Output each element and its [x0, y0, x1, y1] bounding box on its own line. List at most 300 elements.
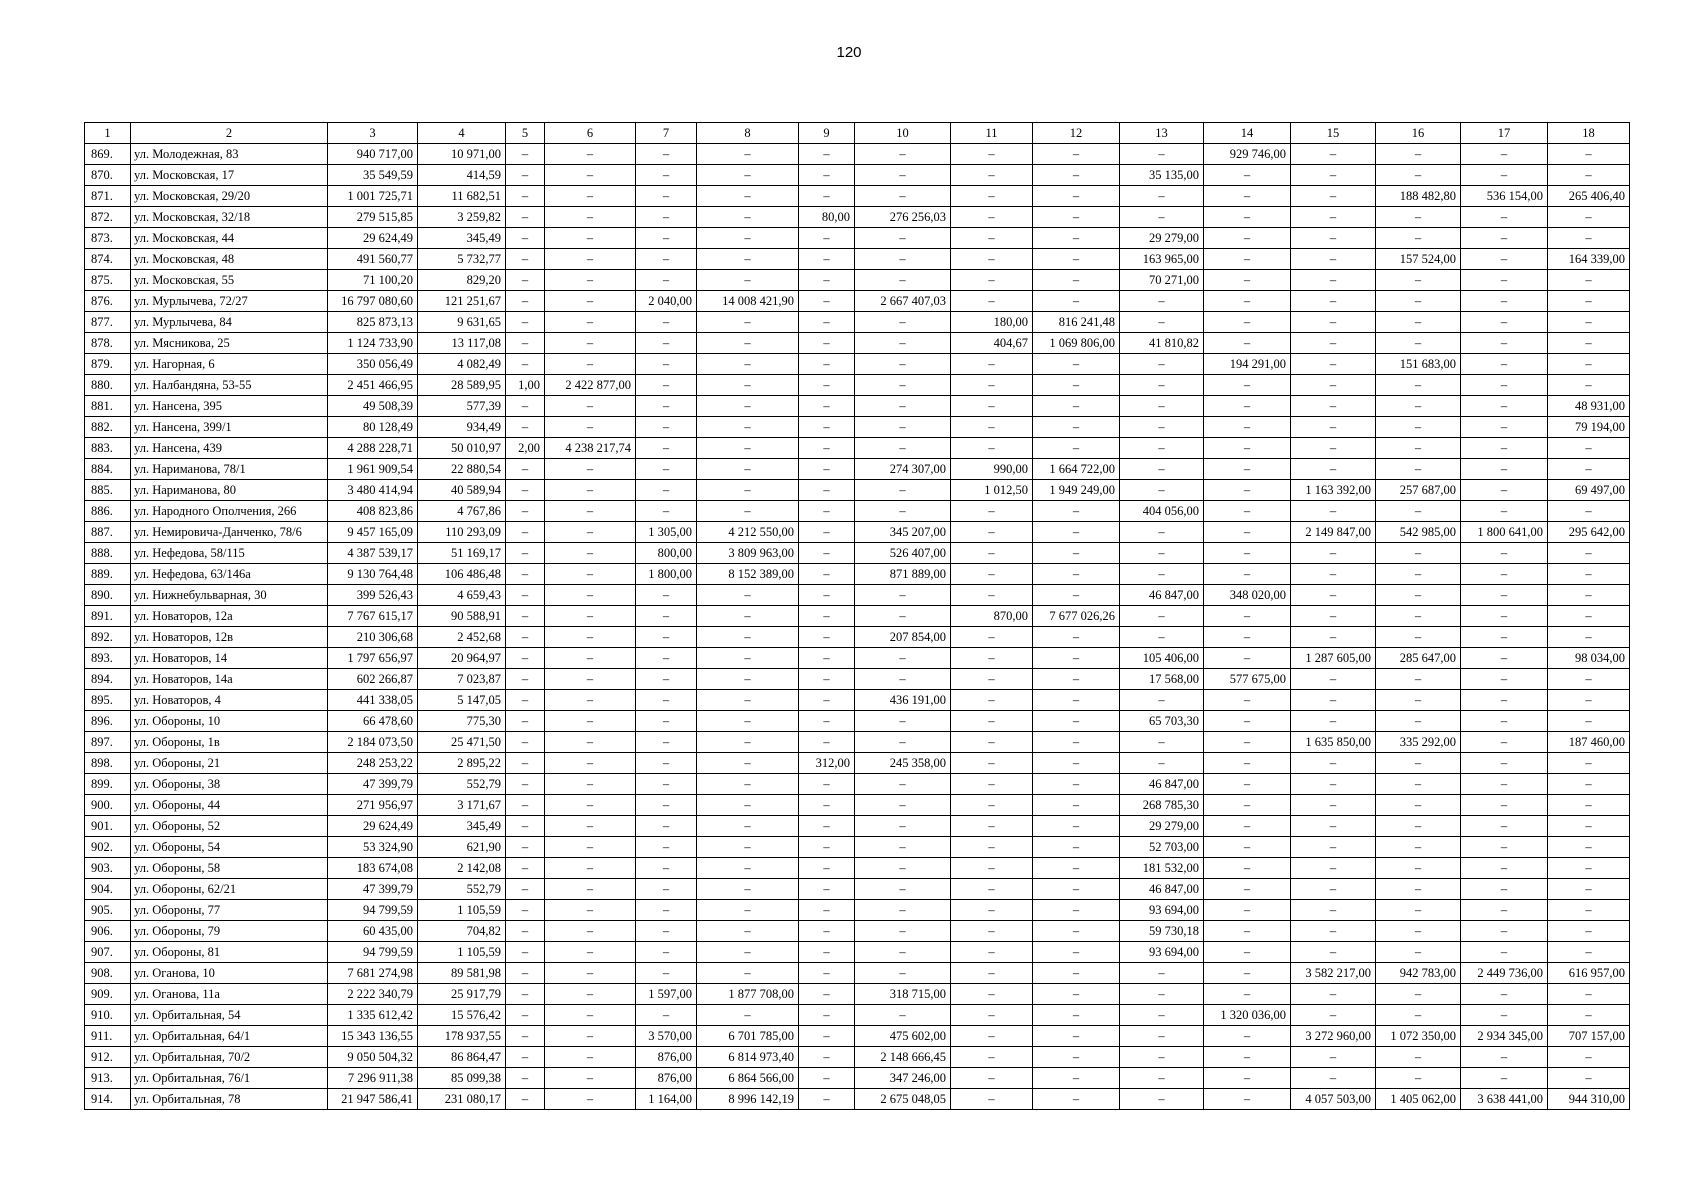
value-cell: –: [545, 879, 636, 900]
table-header-row: [85, 123, 1630, 144]
value-cell: –: [1291, 459, 1376, 480]
value-cell: 35 549,59: [328, 165, 418, 186]
value-cell: –: [506, 249, 545, 270]
value-cell: 1 164,00: [636, 1089, 697, 1110]
value-cell: –: [636, 900, 697, 921]
value-cell: 29 624,49: [328, 228, 418, 249]
address-cell: ул. Орбитальная, 76/1: [131, 1068, 328, 1089]
column-header: 1: [85, 123, 131, 144]
value-cell: –: [1376, 837, 1461, 858]
address-cell: ул. Нефедова, 58/115: [131, 543, 328, 564]
value-cell: 2 451 466,95: [328, 375, 418, 396]
table-row: [85, 144, 1630, 165]
value-cell: –: [1291, 690, 1376, 711]
row-number: 911.: [85, 1026, 131, 1047]
value-cell: –: [1291, 879, 1376, 900]
value-cell: –: [1376, 501, 1461, 522]
value-cell: –: [506, 732, 545, 753]
value-cell: –: [951, 396, 1033, 417]
value-cell: –: [799, 228, 855, 249]
value-cell: 929 746,00: [1204, 144, 1291, 165]
value-cell: –: [636, 711, 697, 732]
address-cell: ул. Молодежная, 83: [131, 144, 328, 165]
value-cell: –: [1291, 354, 1376, 375]
value-cell: –: [1291, 669, 1376, 690]
value-cell: –: [697, 438, 799, 459]
value-cell: –: [1204, 606, 1291, 627]
value-cell: 285 647,00: [1376, 648, 1461, 669]
value-cell: –: [855, 900, 951, 921]
row-number: 906.: [85, 921, 131, 942]
value-cell: –: [1033, 564, 1120, 585]
value-cell: –: [1033, 795, 1120, 816]
value-cell: 2 149 847,00: [1291, 522, 1376, 543]
value-cell: –: [506, 543, 545, 564]
value-cell: –: [1461, 1047, 1548, 1068]
value-cell: –: [1548, 312, 1630, 333]
value-cell: –: [697, 711, 799, 732]
table-row: [85, 1089, 1630, 1110]
value-cell: –: [545, 648, 636, 669]
value-cell: –: [545, 795, 636, 816]
value-cell: 93 694,00: [1120, 942, 1204, 963]
value-cell: 248 253,22: [328, 753, 418, 774]
value-cell: 181 532,00: [1120, 858, 1204, 879]
value-cell: –: [1204, 438, 1291, 459]
value-cell: –: [636, 375, 697, 396]
value-cell: 3 171,67: [418, 795, 506, 816]
value-cell: –: [1033, 774, 1120, 795]
row-number: 898.: [85, 753, 131, 774]
value-cell: –: [1204, 984, 1291, 1005]
value-cell: 876,00: [636, 1047, 697, 1068]
value-cell: –: [1120, 1047, 1204, 1068]
address-cell: ул. Московская, 29/20: [131, 186, 328, 207]
value-cell: 52 703,00: [1120, 837, 1204, 858]
value-cell: –: [951, 501, 1033, 522]
table-row: [85, 396, 1630, 417]
value-cell: –: [506, 522, 545, 543]
value-cell: 1 800,00: [636, 564, 697, 585]
address-cell: ул. Оганова, 11а: [131, 984, 328, 1005]
value-cell: –: [506, 816, 545, 837]
value-cell: –: [1548, 900, 1630, 921]
value-cell: –: [1291, 291, 1376, 312]
value-cell: –: [1376, 333, 1461, 354]
address-cell: ул. Нижнебульварная, 30: [131, 585, 328, 606]
value-cell: 110 293,09: [418, 522, 506, 543]
column-header: 10: [855, 123, 951, 144]
value-cell: –: [1291, 711, 1376, 732]
table-row: [85, 459, 1630, 480]
value-cell: –: [1120, 459, 1204, 480]
value-cell: –: [1204, 522, 1291, 543]
value-cell: 1 961 909,54: [328, 459, 418, 480]
address-cell: ул. Обороны, 1в: [131, 732, 328, 753]
row-number: 909.: [85, 984, 131, 1005]
value-cell: 870,00: [951, 606, 1033, 627]
value-cell: –: [1033, 375, 1120, 396]
value-cell: –: [799, 564, 855, 585]
value-cell: 9 130 764,48: [328, 564, 418, 585]
value-cell: –: [1204, 795, 1291, 816]
value-cell: 231 080,17: [418, 1089, 506, 1110]
value-cell: –: [697, 858, 799, 879]
value-cell: –: [1376, 900, 1461, 921]
value-cell: –: [697, 837, 799, 858]
value-cell: 9 457 165,09: [328, 522, 418, 543]
value-cell: 10 971,00: [418, 144, 506, 165]
value-cell: –: [1548, 543, 1630, 564]
value-cell: –: [1461, 249, 1548, 270]
value-cell: 2 222 340,79: [328, 984, 418, 1005]
value-cell: –: [1548, 942, 1630, 963]
value-cell: 90 588,91: [418, 606, 506, 627]
value-cell: 1 105,59: [418, 942, 506, 963]
value-cell: –: [697, 816, 799, 837]
value-cell: –: [1291, 207, 1376, 228]
row-number: 899.: [85, 774, 131, 795]
table-row: [85, 921, 1630, 942]
row-number: 907.: [85, 942, 131, 963]
table-row: [85, 795, 1630, 816]
table-body: [85, 144, 1630, 1110]
value-cell: –: [855, 270, 951, 291]
page-number: 120: [836, 44, 862, 61]
value-cell: –: [1461, 228, 1548, 249]
value-cell: –: [951, 564, 1033, 585]
address-cell: ул. Немировича-Данченко, 78/6: [131, 522, 328, 543]
value-cell: –: [506, 144, 545, 165]
value-cell: 2 675 048,05: [855, 1089, 951, 1110]
table-row: [85, 543, 1630, 564]
value-cell: –: [951, 1068, 1033, 1089]
value-cell: 50 010,97: [418, 438, 506, 459]
address-cell: ул. Московская, 48: [131, 249, 328, 270]
value-cell: –: [1376, 921, 1461, 942]
row-number: 886.: [85, 501, 131, 522]
value-cell: –: [1376, 711, 1461, 732]
value-cell: –: [1461, 144, 1548, 165]
value-cell: –: [1548, 270, 1630, 291]
value-cell: –: [1291, 795, 1376, 816]
address-cell: ул. Обороны, 77: [131, 900, 328, 921]
value-cell: –: [545, 627, 636, 648]
value-cell: –: [1120, 375, 1204, 396]
value-cell: –: [855, 228, 951, 249]
value-cell: –: [951, 270, 1033, 291]
value-cell: –: [799, 984, 855, 1005]
row-number: 888.: [85, 543, 131, 564]
table-row: [85, 1005, 1630, 1026]
value-cell: –: [545, 522, 636, 543]
value-cell: 1 012,50: [951, 480, 1033, 501]
value-cell: –: [1548, 144, 1630, 165]
address-cell: ул. Новаторов, 12а: [131, 606, 328, 627]
value-cell: –: [799, 396, 855, 417]
value-cell: –: [1033, 354, 1120, 375]
value-cell: –: [855, 186, 951, 207]
value-cell: –: [506, 480, 545, 501]
value-cell: –: [855, 438, 951, 459]
value-cell: 1 949 249,00: [1033, 480, 1120, 501]
value-cell: –: [1461, 984, 1548, 1005]
value-cell: –: [1204, 312, 1291, 333]
value-cell: –: [1461, 396, 1548, 417]
value-cell: –: [1204, 207, 1291, 228]
value-cell: –: [855, 333, 951, 354]
value-cell: –: [545, 564, 636, 585]
value-cell: –: [545, 816, 636, 837]
value-cell: 1 305,00: [636, 522, 697, 543]
value-cell: –: [951, 879, 1033, 900]
value-cell: –: [697, 459, 799, 480]
value-cell: 399 526,43: [328, 585, 418, 606]
value-cell: 15 343 136,55: [328, 1026, 418, 1047]
value-cell: –: [1548, 438, 1630, 459]
value-cell: –: [506, 606, 545, 627]
value-cell: –: [1204, 165, 1291, 186]
address-cell: ул. Нансена, 395: [131, 396, 328, 417]
value-cell: 164 339,00: [1548, 249, 1630, 270]
table-row: [85, 186, 1630, 207]
column-header: 11: [951, 123, 1033, 144]
value-cell: –: [636, 585, 697, 606]
value-cell: –: [1204, 858, 1291, 879]
value-cell: 163 965,00: [1120, 249, 1204, 270]
value-cell: –: [1120, 984, 1204, 1005]
value-cell: –: [1376, 396, 1461, 417]
value-cell: –: [1291, 984, 1376, 1005]
value-cell: 210 306,68: [328, 627, 418, 648]
value-cell: –: [545, 1026, 636, 1047]
value-cell: 11 682,51: [418, 186, 506, 207]
value-cell: –: [1033, 732, 1120, 753]
value-cell: –: [1291, 900, 1376, 921]
value-cell: –: [951, 732, 1033, 753]
value-cell: –: [1548, 984, 1630, 1005]
row-number: 893.: [85, 648, 131, 669]
value-cell: –: [1033, 228, 1120, 249]
value-cell: –: [799, 837, 855, 858]
value-cell: 22 880,54: [418, 459, 506, 480]
row-number: 878.: [85, 333, 131, 354]
value-cell: –: [1291, 753, 1376, 774]
value-cell: –: [636, 270, 697, 291]
value-cell: –: [951, 228, 1033, 249]
address-cell: ул. Обороны, 58: [131, 858, 328, 879]
value-cell: 4 082,49: [418, 354, 506, 375]
value-cell: –: [799, 879, 855, 900]
value-cell: –: [1033, 543, 1120, 564]
table-row: [85, 333, 1630, 354]
value-cell: –: [1033, 837, 1120, 858]
value-cell: –: [1120, 627, 1204, 648]
table-row: [85, 291, 1630, 312]
value-cell: 93 694,00: [1120, 900, 1204, 921]
value-cell: 942 783,00: [1376, 963, 1461, 984]
value-cell: 1 797 656,97: [328, 648, 418, 669]
value-cell: –: [1120, 438, 1204, 459]
table-row: [85, 1068, 1630, 1089]
value-cell: –: [697, 795, 799, 816]
value-cell: –: [1461, 585, 1548, 606]
value-cell: 552,79: [418, 774, 506, 795]
value-cell: 829,20: [418, 270, 506, 291]
value-cell: –: [697, 1005, 799, 1026]
value-cell: –: [1033, 690, 1120, 711]
value-cell: –: [1461, 837, 1548, 858]
table-row: [85, 375, 1630, 396]
value-cell: –: [1120, 291, 1204, 312]
value-cell: –: [506, 312, 545, 333]
value-cell: 29 279,00: [1120, 228, 1204, 249]
value-cell: –: [636, 669, 697, 690]
row-number: 877.: [85, 312, 131, 333]
value-cell: 60 435,00: [328, 921, 418, 942]
value-cell: –: [1291, 1068, 1376, 1089]
value-cell: –: [855, 396, 951, 417]
value-cell: –: [1548, 165, 1630, 186]
value-cell: –: [799, 543, 855, 564]
value-cell: 29 279,00: [1120, 816, 1204, 837]
value-cell: 5 732,77: [418, 249, 506, 270]
value-cell: –: [951, 858, 1033, 879]
value-cell: –: [951, 585, 1033, 606]
value-cell: 707 157,00: [1548, 1026, 1630, 1047]
value-cell: 436 191,00: [855, 690, 951, 711]
value-cell: –: [1033, 984, 1120, 1005]
value-cell: –: [1461, 333, 1548, 354]
value-cell: –: [506, 459, 545, 480]
value-cell: 21 947 586,41: [328, 1089, 418, 1110]
value-cell: –: [1204, 291, 1291, 312]
value-cell: –: [1204, 753, 1291, 774]
value-cell: –: [1376, 585, 1461, 606]
address-cell: ул. Обороны, 10: [131, 711, 328, 732]
value-cell: –: [697, 690, 799, 711]
value-cell: 990,00: [951, 459, 1033, 480]
value-cell: –: [1204, 417, 1291, 438]
address-cell: ул. Мурлычева, 84: [131, 312, 328, 333]
value-cell: –: [1376, 627, 1461, 648]
table-row: [85, 837, 1630, 858]
value-cell: –: [1461, 375, 1548, 396]
value-cell: –: [545, 984, 636, 1005]
value-cell: –: [545, 858, 636, 879]
value-cell: –: [1291, 312, 1376, 333]
column-header: 5: [506, 123, 545, 144]
column-header: 14: [1204, 123, 1291, 144]
row-number: 895.: [85, 690, 131, 711]
value-cell: –: [1461, 606, 1548, 627]
row-number: 892.: [85, 627, 131, 648]
value-cell: –: [1291, 1005, 1376, 1026]
value-cell: –: [636, 753, 697, 774]
value-cell: 20 964,97: [418, 648, 506, 669]
column-header: 18: [1548, 123, 1630, 144]
address-cell: ул. Обороны, 44: [131, 795, 328, 816]
row-number: 875.: [85, 270, 131, 291]
table-row: [85, 165, 1630, 186]
value-cell: –: [855, 816, 951, 837]
value-cell: –: [1033, 753, 1120, 774]
value-cell: –: [1376, 879, 1461, 900]
value-cell: –: [545, 963, 636, 984]
value-cell: 1 877 708,00: [697, 984, 799, 1005]
row-number: 873.: [85, 228, 131, 249]
value-cell: 15 576,42: [418, 1005, 506, 1026]
value-cell: –: [1204, 900, 1291, 921]
table-row: [85, 228, 1630, 249]
value-cell: 2 422 877,00: [545, 375, 636, 396]
value-cell: –: [855, 501, 951, 522]
value-cell: –: [1033, 879, 1120, 900]
address-cell: ул. Новаторов, 14: [131, 648, 328, 669]
value-cell: 441 338,05: [328, 690, 418, 711]
value-cell: –: [506, 627, 545, 648]
value-cell: –: [1033, 291, 1120, 312]
value-cell: –: [1461, 858, 1548, 879]
row-number: 885.: [85, 480, 131, 501]
value-cell: 188 482,80: [1376, 186, 1461, 207]
value-cell: –: [1376, 795, 1461, 816]
value-cell: –: [1376, 543, 1461, 564]
value-cell: –: [1376, 1047, 1461, 1068]
value-cell: –: [1461, 1005, 1548, 1026]
table-row: [85, 480, 1630, 501]
value-cell: –: [1461, 816, 1548, 837]
value-cell: 70 271,00: [1120, 270, 1204, 291]
value-cell: –: [1376, 690, 1461, 711]
value-cell: 65 703,30: [1120, 711, 1204, 732]
value-cell: –: [636, 921, 697, 942]
table-row: [85, 627, 1630, 648]
value-cell: 279 515,85: [328, 207, 418, 228]
value-cell: –: [545, 165, 636, 186]
value-cell: –: [506, 963, 545, 984]
table-row: [85, 585, 1630, 606]
row-number: 896.: [85, 711, 131, 732]
value-cell: –: [1204, 375, 1291, 396]
row-number: 883.: [85, 438, 131, 459]
value-cell: –: [855, 165, 951, 186]
value-cell: 3 638 441,00: [1461, 1089, 1548, 1110]
value-cell: 48 931,00: [1548, 396, 1630, 417]
value-cell: –: [1033, 186, 1120, 207]
value-cell: –: [855, 774, 951, 795]
value-cell: –: [506, 984, 545, 1005]
value-cell: 94 799,59: [328, 900, 418, 921]
row-number: 872.: [85, 207, 131, 228]
value-cell: –: [506, 1089, 545, 1110]
value-cell: –: [636, 816, 697, 837]
value-cell: 347 246,00: [855, 1068, 951, 1089]
value-cell: 491 560,77: [328, 249, 418, 270]
value-cell: –: [951, 522, 1033, 543]
value-cell: –: [545, 837, 636, 858]
value-cell: –: [951, 354, 1033, 375]
value-cell: –: [799, 921, 855, 942]
value-cell: –: [697, 375, 799, 396]
column-header: 7: [636, 123, 697, 144]
value-cell: 3 809 963,00: [697, 543, 799, 564]
value-cell: –: [545, 1005, 636, 1026]
value-cell: –: [951, 249, 1033, 270]
value-cell: –: [799, 732, 855, 753]
value-cell: –: [1291, 858, 1376, 879]
value-cell: –: [855, 921, 951, 942]
